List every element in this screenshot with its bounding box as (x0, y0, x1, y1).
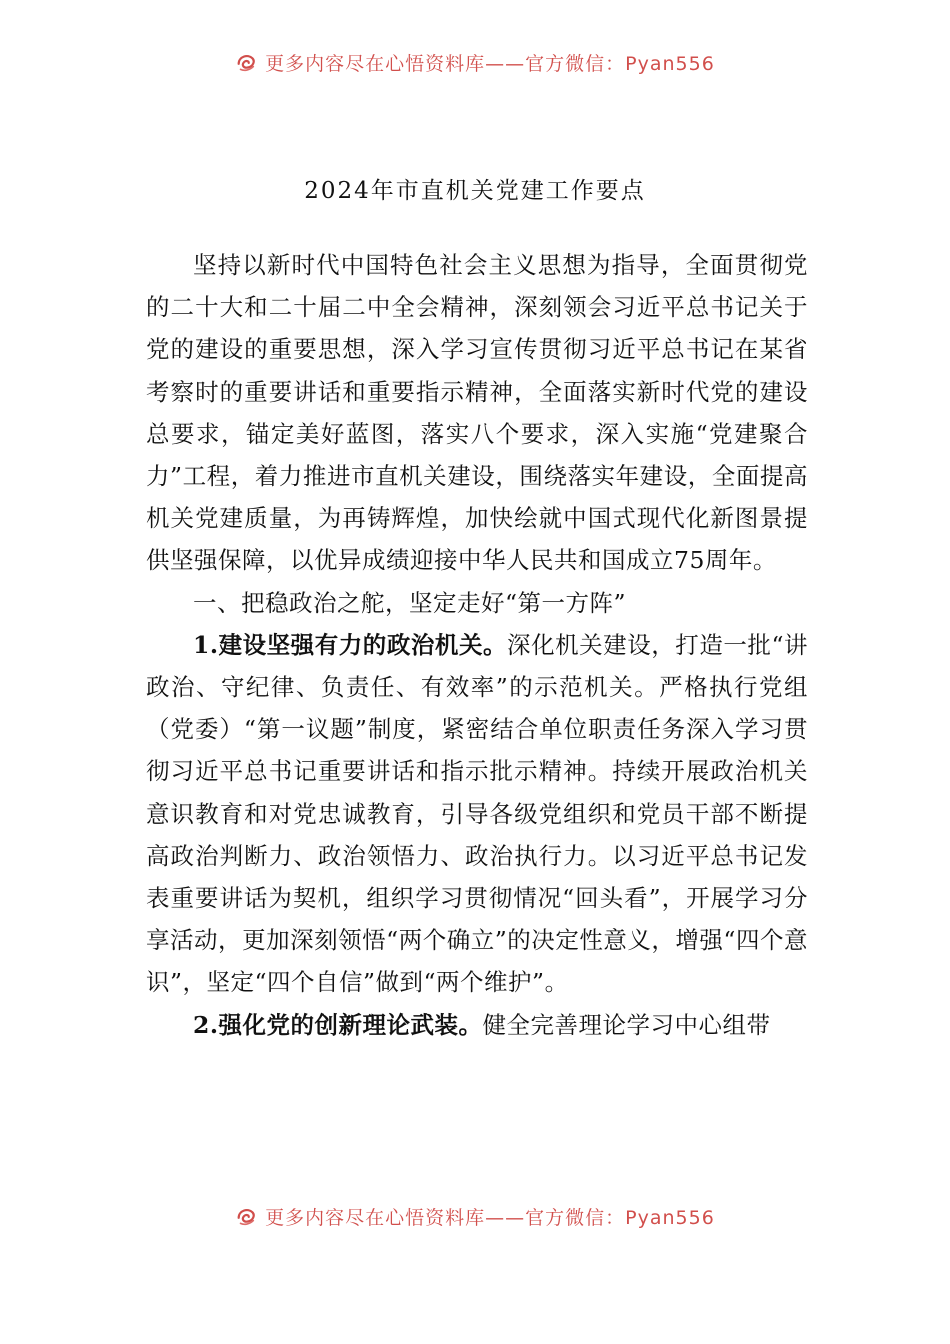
item-2-body: 健全完善理论学习中心组带 (482, 1010, 771, 1039)
item-2-lead: 2.强化党的创新理论武装。 (193, 1010, 483, 1039)
red-swirl-logo-icon (235, 52, 257, 73)
section-heading-1: 一、把稳政治之舵，坚定走好“第一方阵” (193, 588, 627, 617)
watermark-text: 更多内容尽在心悟资料库——官方微信：Pyan556 (265, 52, 715, 75)
watermark-text-footer: 更多内容尽在心悟资料库——官方微信：Pyan556 (265, 1206, 715, 1229)
item-1-body: 深化机关建设，打造一批“讲政治、守纪律、负责任、有效率”的示范机关。严格执行党组（党委）“第一议题”制度，紧密结合单位职责任务深入学习贯彻习近平总书记重要讲话和指示批示精神。持续开展政治机关意识教育和对党忠诚教育，引导各级党组织和党员干部不断提高政治判断力、政治领悟力、政治执行力。以习近平总书记发表重要讲话为契机，组织学习贯彻情况“回头看”，开展学习分享活动，更加深刻领悟“两个确立”的决定性意义，增强“四个意识”，坚定“四个自信”做到“两个维护”。 (146, 630, 808, 997)
document-body (146, 244, 808, 1046)
intro-paragraph: 坚持以新时代中国特色社会主义思想为指导，全面贯彻党的二十大和二十届二中全会精神，深刻领会习近平总书记关于党的建设的重要思想，深入学习宣传贯彻习近平总书记在某省考察时的重要讲话和重要指示精神，全面落实新时代党的建设总要求，锚定美好蓝图，落实八个要求，深入实施“党建聚合力”工程，着力推进市直机关建设，围绕落实年建设，全面提高机关党建质量，为再铸辉煌，加快绘就中国式现代化新图景提供坚强保障，以优异成绩迎接中华人民共和国成立75周年。 (146, 251, 808, 575)
footer-watermark (0, 1206, 950, 1240)
item-2-paragraph (146, 1004, 808, 1046)
item-1-lead: 1.建设坚强有力的政治机关。 (193, 630, 508, 659)
document-title: 2024年市直机关党建工作要点 (304, 178, 646, 204)
header-watermark (0, 52, 950, 86)
item-1-paragraph (146, 624, 808, 1004)
red-swirl-logo-icon (235, 1206, 257, 1227)
